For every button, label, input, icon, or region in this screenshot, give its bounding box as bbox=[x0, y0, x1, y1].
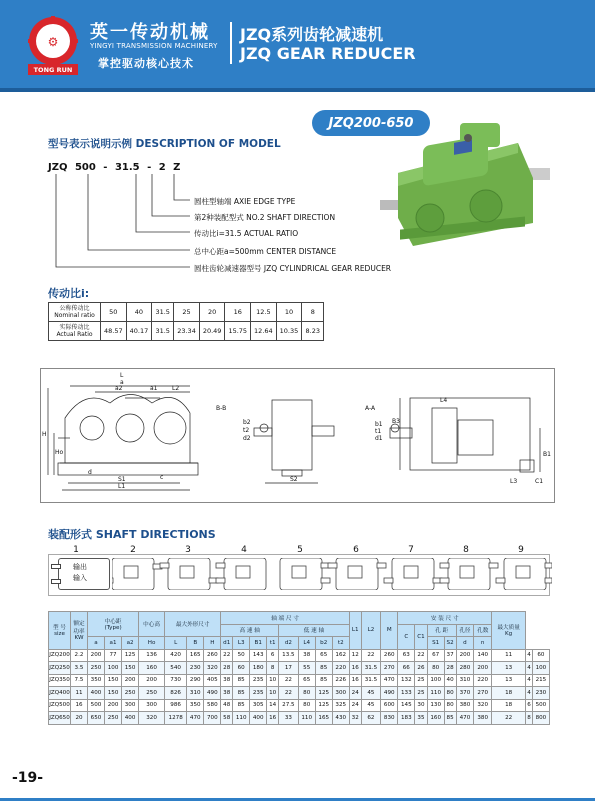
table-cell: 22 bbox=[492, 712, 526, 725]
table-cell: 4 bbox=[526, 674, 533, 687]
table-cell: 22 bbox=[361, 649, 381, 662]
table-cell: 24 bbox=[349, 699, 361, 712]
table-cell: 1278 bbox=[165, 712, 187, 725]
svg-text:⚙: ⚙ bbox=[47, 35, 59, 49]
table-cell: 250 bbox=[122, 687, 139, 700]
table-cell: 60 bbox=[233, 662, 250, 675]
table-cell: JZQ650 bbox=[49, 712, 71, 725]
table-cell: 250 bbox=[139, 687, 165, 700]
direction-number-8: 8 bbox=[463, 545, 469, 555]
table-cell: 220 bbox=[332, 662, 349, 675]
model-section-title: 型号表示说明示例 DESCRIPTION OF MODEL bbox=[48, 138, 281, 150]
table-cell: 25 bbox=[415, 687, 427, 700]
table-cell: 380 bbox=[456, 699, 474, 712]
dim-b1: b1 bbox=[375, 421, 383, 428]
dim-t2: t2 bbox=[243, 427, 250, 434]
table-cell: 125 bbox=[315, 699, 332, 712]
model-range-badge: JZQ200-650 bbox=[312, 110, 430, 136]
table-cell: 55 bbox=[298, 662, 315, 675]
table-cell: 2.2 bbox=[71, 649, 88, 662]
table-cell: 830 bbox=[381, 712, 398, 725]
company-slogan: 掌控驱动核心技术 bbox=[98, 57, 194, 70]
dim-c: c bbox=[160, 474, 164, 481]
table-cell: 45 bbox=[361, 699, 381, 712]
gear-reducer-photo bbox=[368, 118, 553, 253]
table-cell: 110 bbox=[233, 712, 250, 725]
direction-number-5: 5 bbox=[297, 545, 303, 555]
table-cell: 6 bbox=[267, 649, 279, 662]
table-cell: 24 bbox=[349, 687, 361, 700]
table-cell: 38 bbox=[298, 649, 315, 662]
technical-drawings bbox=[40, 368, 555, 503]
table-cell: 8 bbox=[526, 712, 533, 725]
product-title-cn: JZQ系列齿轮减速机 bbox=[240, 25, 384, 44]
table-cell: 11 bbox=[492, 649, 526, 662]
table-cell: 18 bbox=[492, 687, 526, 700]
direction-number-2: 2 bbox=[130, 545, 136, 555]
table-cell: 260 bbox=[204, 649, 221, 662]
table-cell: 405 bbox=[204, 674, 221, 687]
table-cell: 30 bbox=[415, 699, 427, 712]
table-cell: 470 bbox=[381, 674, 398, 687]
table-cell: 10 bbox=[267, 674, 279, 687]
table-cell: 300 bbox=[332, 687, 349, 700]
dim-Ho: Ho bbox=[55, 449, 64, 456]
table-cell: 290 bbox=[187, 674, 204, 687]
table-cell: 20 bbox=[71, 712, 88, 725]
table-cell: 80 bbox=[427, 662, 444, 675]
table-cell: 280 bbox=[456, 662, 474, 675]
table-cell: 48 bbox=[221, 699, 233, 712]
table-cell: 430 bbox=[332, 712, 349, 725]
direction-number-9: 9 bbox=[518, 545, 524, 555]
table-cell: 22 bbox=[221, 649, 233, 662]
table-cell: 165 bbox=[315, 712, 332, 725]
table-cell: 165 bbox=[187, 649, 204, 662]
table-cell: 6 bbox=[526, 699, 533, 712]
table-cell: 150 bbox=[105, 687, 122, 700]
table-cell: 16 bbox=[267, 712, 279, 725]
model-desc-direction: 第2种装配型式 NO.2 SHAFT DIRECTION bbox=[194, 213, 336, 222]
direction-number-3: 3 bbox=[185, 545, 191, 555]
table-cell: 160 bbox=[139, 662, 165, 675]
table-cell: 50 bbox=[233, 649, 250, 662]
table-cell: 132 bbox=[398, 674, 415, 687]
company-name-en: YINGYI TRANSMISSION MACHINERY bbox=[90, 42, 218, 50]
table-cell: JZQ250 bbox=[49, 662, 71, 675]
dim-L1: L1 bbox=[118, 483, 126, 490]
table-cell: 100 bbox=[532, 662, 549, 675]
table-cell: 27.5 bbox=[279, 699, 299, 712]
table-cell: 700 bbox=[204, 712, 221, 725]
company-logo-icon bbox=[22, 14, 84, 76]
table-cell: 370 bbox=[456, 687, 474, 700]
table-cell: 230 bbox=[187, 662, 204, 675]
table-cell: 38 bbox=[221, 674, 233, 687]
table-cell: 200 bbox=[88, 649, 105, 662]
table-cell: 250 bbox=[88, 662, 105, 675]
table-cell: 380 bbox=[474, 712, 492, 725]
table-cell: 500 bbox=[88, 699, 105, 712]
header-stripe bbox=[0, 88, 595, 92]
nominal-ratio-row: 公称传动比 Nominal ratio 50 40 31.5 25 20 16 12.5 10 8 bbox=[49, 303, 324, 322]
table-cell: 28 bbox=[444, 662, 456, 675]
table-row bbox=[49, 662, 550, 675]
header-banner bbox=[0, 0, 595, 92]
table-cell: 305 bbox=[250, 699, 267, 712]
table-cell: 65 bbox=[298, 674, 315, 687]
specification-table: 型 号 size 额定功率 KW 中心距 (Type) 中心高 最大外形尺寸 轴 端 尺 寸 L1 L2 M 安 装 尺 寸 最大质量 Kg 高 速 轴 低 速 轴 C C1 孔 距 孔径 孔数 a a1 a2 Ho L B H d1 L3 B1 t1 d2 L4 b2 t2 S1 S2 d n JZQ200 2.2 200 77 125 136 420 165 260 22 50 143 6 13.5 38 65 162 12 22 260 63 22 67 37 200 140 11 4 60 JZQ250 3.5 250 100 150 160 540 230 320 28 60 180 8 17 55 85 220 16 31.5 270 66 26 80 28 280 200 13 4 100 JZQ350 7.5 350 150 200 200 730 290 405 38 85 235 10 22 65 85 226 16 31.5 470 132 25 100 40 310 220 13 4 215 JZQ400 11 400 150 250 250 826 310 490 38 85 235 10 22 80 125 300 24 45 490 133 25 110 80 370 270 18 4 230 JZQ500 16 500 200 300 300 986 350 580 48 85 305 14 27.5 80 125 325 24 45 600 145 30 130 80 380 320 18 6 500 JZQ650 20 650 250 400 320 1278 470 700 58 110 400 16 33 110 165 430 32 62 830 183 35 160 85 470 380 22 8 800 bbox=[48, 611, 550, 725]
dim-S2: S2 bbox=[290, 476, 298, 483]
table-cell: 226 bbox=[332, 674, 349, 687]
table-cell: 250 bbox=[105, 712, 122, 725]
table-cell: 400 bbox=[122, 712, 139, 725]
table-cell: 826 bbox=[165, 687, 187, 700]
company-name-cn: 英一传动机械 bbox=[90, 22, 210, 43]
table-cell: 80 bbox=[298, 699, 315, 712]
table-cell: 235 bbox=[250, 687, 267, 700]
section-AA-label: A-A bbox=[365, 405, 376, 412]
table-cell: 7.5 bbox=[71, 674, 88, 687]
table-cell: 125 bbox=[122, 649, 139, 662]
actual-ratio-row: 实际传动比 Actual Ratio 48.57 40.17 31.5 23.34 20.49 15.75 12.64 10.35 8.23 bbox=[49, 322, 324, 341]
table-cell: 470 bbox=[187, 712, 204, 725]
table-cell: 80 bbox=[444, 699, 456, 712]
table-cell: 490 bbox=[381, 687, 398, 700]
table-cell: 3.5 bbox=[71, 662, 88, 675]
table-row bbox=[49, 712, 550, 725]
dim-t1: t1 bbox=[375, 428, 382, 435]
table-cell: 110 bbox=[427, 687, 444, 700]
table-cell: 320 bbox=[204, 662, 221, 675]
table-cell: 22 bbox=[279, 687, 299, 700]
dim-d2: d2 bbox=[243, 435, 251, 442]
table-cell: 65 bbox=[315, 649, 332, 662]
table-cell: 150 bbox=[122, 662, 139, 675]
table-row bbox=[49, 649, 550, 662]
table-cell: 31.5 bbox=[361, 674, 381, 687]
table-cell: 67 bbox=[427, 649, 444, 662]
table-cell: 730 bbox=[165, 674, 187, 687]
table-cell: 77 bbox=[105, 649, 122, 662]
table-cell: 650 bbox=[88, 712, 105, 725]
model-desc-axle: 圆柱型轴端 AXIE EDGE TYPE bbox=[194, 197, 296, 206]
table-cell: 11 bbox=[71, 687, 88, 700]
ratio-table bbox=[48, 302, 324, 341]
dim-a1: a1 bbox=[150, 385, 158, 392]
table-cell: 470 bbox=[456, 712, 474, 725]
table-cell: 13 bbox=[492, 662, 526, 675]
shaft-direction-diagrams-2-9 bbox=[112, 558, 552, 590]
table-cell: 13 bbox=[492, 674, 526, 687]
table-cell: 215 bbox=[532, 674, 549, 687]
table-cell: 14 bbox=[267, 699, 279, 712]
model-code-example: JZQ 500 - 31.5 - 2 Z bbox=[48, 162, 181, 173]
table-cell: 17 bbox=[279, 662, 299, 675]
dim-a2: a2 bbox=[115, 385, 123, 392]
table-cell: 85 bbox=[444, 712, 456, 725]
dim-L: L bbox=[120, 372, 124, 379]
table-row bbox=[49, 699, 550, 712]
model-description-leader-lines bbox=[48, 172, 198, 272]
table-cell: 32 bbox=[349, 712, 361, 725]
table-cell: 4 bbox=[526, 649, 533, 662]
table-cell: 10 bbox=[267, 687, 279, 700]
table-cell: 320 bbox=[474, 699, 492, 712]
table-cell: 350 bbox=[88, 674, 105, 687]
table-cell: 100 bbox=[427, 674, 444, 687]
table-cell: JZQ350 bbox=[49, 674, 71, 687]
table-cell: 12 bbox=[349, 649, 361, 662]
table-cell: 62 bbox=[361, 712, 381, 725]
table-cell: 180 bbox=[250, 662, 267, 675]
table-cell: 400 bbox=[88, 687, 105, 700]
footer-line bbox=[0, 798, 595, 801]
table-cell: 31.5 bbox=[361, 662, 381, 675]
table-cell: 85 bbox=[315, 662, 332, 675]
dim-a: a bbox=[120, 379, 124, 386]
table-cell: 133 bbox=[398, 687, 415, 700]
logo-text: TONG RUN bbox=[33, 66, 73, 74]
table-cell: 200 bbox=[456, 649, 474, 662]
table-cell: 85 bbox=[233, 699, 250, 712]
table-cell: 800 bbox=[532, 712, 549, 725]
table-cell: JZQ200 bbox=[49, 649, 71, 662]
table-cell: 4 bbox=[526, 687, 533, 700]
table-cell: 220 bbox=[474, 674, 492, 687]
table-cell: 150 bbox=[105, 674, 122, 687]
table-cell: 500 bbox=[532, 699, 549, 712]
table-cell: 320 bbox=[139, 712, 165, 725]
table-cell: 28 bbox=[221, 662, 233, 675]
table-cell: 200 bbox=[474, 662, 492, 675]
spec-table-body bbox=[49, 649, 550, 724]
table-cell: 60 bbox=[532, 649, 549, 662]
direction-number-7: 7 bbox=[408, 545, 414, 555]
table-cell: 162 bbox=[332, 649, 349, 662]
header-divider bbox=[230, 22, 232, 64]
table-cell: 310 bbox=[187, 687, 204, 700]
table-cell: 125 bbox=[315, 687, 332, 700]
table-cell: 260 bbox=[381, 649, 398, 662]
table-cell: 33 bbox=[279, 712, 299, 725]
actual-ratio-label: 实际传动比 Actual Ratio bbox=[49, 322, 101, 341]
shaft-section-title: 装配形式 SHAFT DIRECTIONS bbox=[48, 528, 216, 541]
direction-number-4: 4 bbox=[241, 545, 247, 555]
table-cell: 58 bbox=[221, 712, 233, 725]
table-cell: 270 bbox=[474, 687, 492, 700]
table-cell: 16 bbox=[349, 662, 361, 675]
table-cell: 300 bbox=[139, 699, 165, 712]
dim-L4: L4 bbox=[440, 397, 448, 404]
dim-S1: S1 bbox=[118, 476, 126, 483]
table-cell: 37 bbox=[444, 649, 456, 662]
table-cell: 8 bbox=[267, 662, 279, 675]
table-cell: 110 bbox=[298, 712, 315, 725]
table-cell: 200 bbox=[105, 699, 122, 712]
model-desc-type: 圆柱齿轮减速器型号 JZQ CYLINDRICAL GEAR REDUCER bbox=[194, 264, 392, 273]
dim-B1: B1 bbox=[543, 451, 551, 458]
table-cell: 4 bbox=[526, 662, 533, 675]
table-cell: 270 bbox=[381, 662, 398, 675]
direction-number-1: 1 bbox=[73, 545, 79, 555]
table-cell: 200 bbox=[122, 674, 139, 687]
table-cell: 25 bbox=[415, 674, 427, 687]
direction-1-labels: 输出 输入 bbox=[73, 563, 87, 582]
section-BB-label: B-B bbox=[216, 405, 227, 412]
table-cell: 85 bbox=[315, 674, 332, 687]
table-cell: 183 bbox=[398, 712, 415, 725]
table-cell: 140 bbox=[474, 649, 492, 662]
table-cell: 38 bbox=[221, 687, 233, 700]
table-cell: JZQ400 bbox=[49, 687, 71, 700]
table-cell: 160 bbox=[427, 712, 444, 725]
table-cell: 100 bbox=[105, 662, 122, 675]
dim-L3: L3 bbox=[510, 478, 518, 485]
table-cell: 40 bbox=[444, 674, 456, 687]
table-cell: 235 bbox=[250, 674, 267, 687]
table-cell: 80 bbox=[298, 687, 315, 700]
dim-d1: d1 bbox=[375, 435, 383, 442]
table-cell: 13.5 bbox=[279, 649, 299, 662]
table-cell: 600 bbox=[381, 699, 398, 712]
table-cell: 18 bbox=[492, 699, 526, 712]
table-cell: 16 bbox=[71, 699, 88, 712]
table-cell: 300 bbox=[122, 699, 139, 712]
model-desc-center: 总中心距a=500mm CENTER DISTANCE bbox=[194, 247, 337, 256]
dim-B3: B3 bbox=[392, 418, 400, 425]
table-cell: JZQ500 bbox=[49, 699, 71, 712]
table-cell: 230 bbox=[532, 687, 549, 700]
ratio-section-title: 传动比i: bbox=[48, 287, 90, 300]
table-cell: 63 bbox=[398, 649, 415, 662]
dim-C1: C1 bbox=[535, 478, 544, 485]
table-cell: 22 bbox=[279, 674, 299, 687]
table-cell: 145 bbox=[398, 699, 415, 712]
table-row bbox=[49, 687, 550, 700]
table-cell: 540 bbox=[165, 662, 187, 675]
table-cell: 986 bbox=[165, 699, 187, 712]
table-cell: 325 bbox=[332, 699, 349, 712]
table-cell: 310 bbox=[456, 674, 474, 687]
table-cell: 420 bbox=[165, 649, 187, 662]
table-cell: 143 bbox=[250, 649, 267, 662]
table-cell: 66 bbox=[398, 662, 415, 675]
table-cell: 80 bbox=[444, 687, 456, 700]
direction-number-6: 6 bbox=[353, 545, 359, 555]
shaft-direction-1 bbox=[58, 558, 110, 590]
dim-H: H bbox=[42, 431, 47, 438]
table-cell: 45 bbox=[361, 687, 381, 700]
dim-d: d bbox=[88, 469, 92, 476]
model-desc-ratio: 传动比i=31.5 ACTUAL RATIO bbox=[194, 229, 299, 238]
nominal-ratio-label: 公称传动比 Nominal ratio bbox=[49, 303, 101, 322]
product-title-en: JZQ GEAR REDUCER bbox=[240, 44, 416, 63]
table-cell: 130 bbox=[427, 699, 444, 712]
table-cell: 22 bbox=[415, 649, 427, 662]
table-cell: 400 bbox=[250, 712, 267, 725]
table-cell: 85 bbox=[233, 674, 250, 687]
table-cell: 200 bbox=[139, 674, 165, 687]
dim-b2: b2 bbox=[243, 419, 251, 426]
table-cell: 35 bbox=[415, 712, 427, 725]
table-cell: 580 bbox=[204, 699, 221, 712]
page-number: -19- bbox=[12, 770, 44, 786]
table-cell: 136 bbox=[139, 649, 165, 662]
table-cell: 350 bbox=[187, 699, 204, 712]
table-cell: 16 bbox=[349, 674, 361, 687]
table-cell: 85 bbox=[233, 687, 250, 700]
table-cell: 490 bbox=[204, 687, 221, 700]
table-cell: 26 bbox=[415, 662, 427, 675]
table-row bbox=[49, 674, 550, 687]
dim-L2: L2 bbox=[172, 385, 180, 392]
